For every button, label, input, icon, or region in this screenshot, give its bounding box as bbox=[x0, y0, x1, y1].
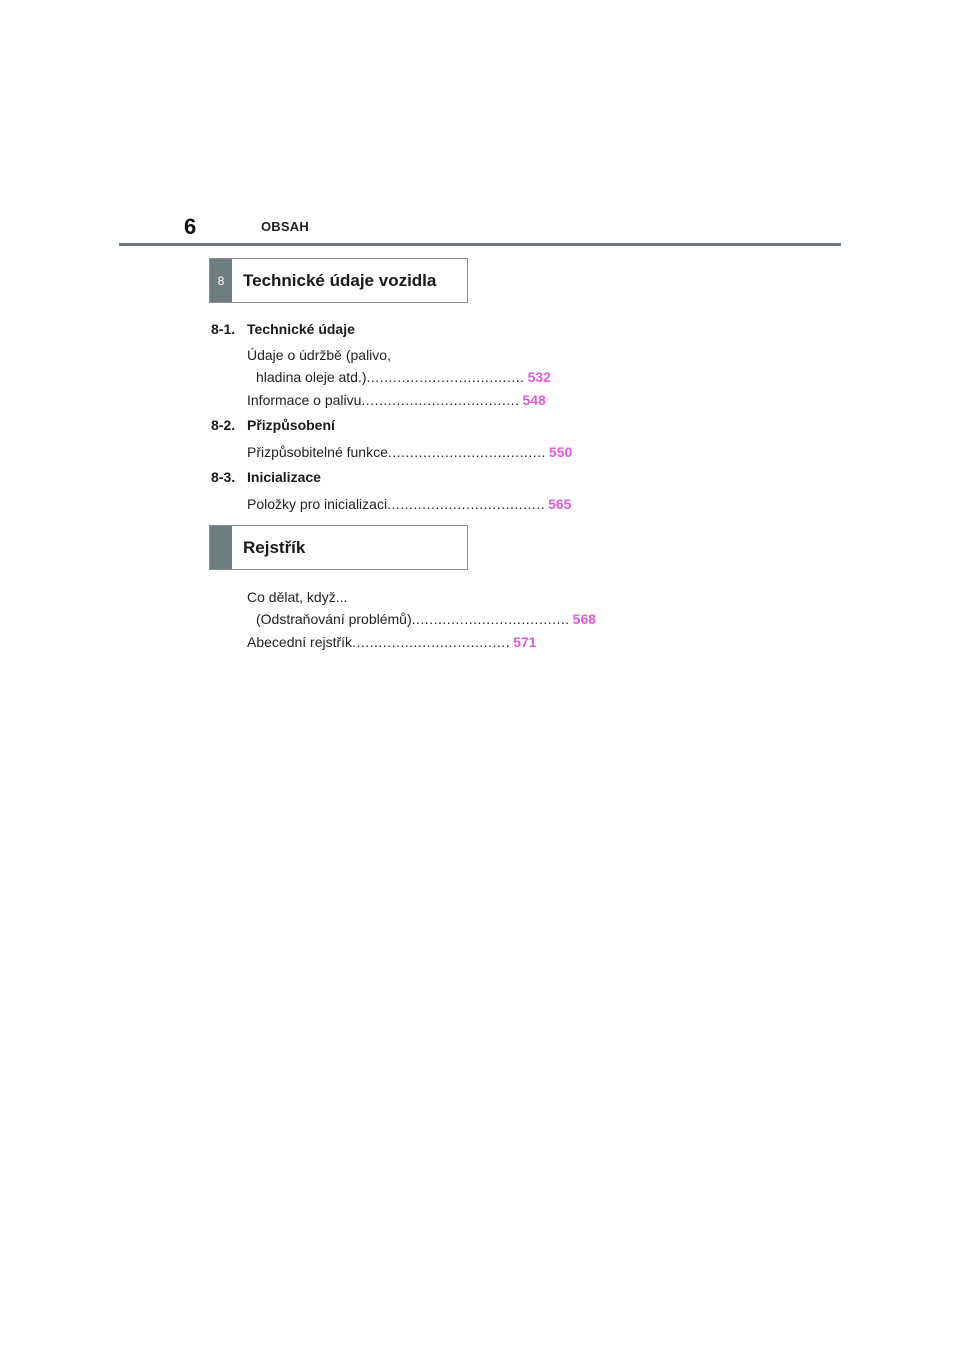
chapter-title: Přizpůsobení bbox=[247, 417, 335, 433]
chapter-title: Inicializace bbox=[247, 469, 321, 485]
page-link[interactable]: 571 bbox=[513, 634, 537, 650]
toc-entry-label: Přizpůsobitelné funkce bbox=[247, 444, 388, 460]
toc-entry-label-cont: (Odstraňování problémů) bbox=[256, 611, 412, 627]
toc-entry-label: Údaje o údržbě (palivo, bbox=[247, 347, 391, 363]
chapter-heading bbox=[211, 417, 335, 433]
toc-entry[interactable]: Údaje o údržbě (palivo, hladina oleje atd.) .................................... 532 bbox=[247, 344, 467, 388]
toc-entry[interactable]: Informace o palivu .................................... 548 bbox=[247, 389, 467, 411]
chapter-title: Technické údaje bbox=[247, 321, 355, 337]
toc-entry[interactable]: Přizpůsobitelné funkce .................................... 550 bbox=[247, 441, 467, 463]
toc-entry-label: Co dělat, když... bbox=[247, 589, 348, 605]
header-rule bbox=[119, 243, 841, 246]
page-link[interactable]: 565 bbox=[548, 496, 572, 512]
toc-entry-label-cont: hladina oleje atd.) bbox=[256, 369, 367, 385]
chapter-heading bbox=[211, 469, 321, 485]
toc-entry-label: Položky pro inicializaci bbox=[247, 496, 388, 512]
chapter-number: 8-2. bbox=[211, 417, 236, 433]
toc-entry-label: Informace o palivu bbox=[247, 392, 362, 408]
toc-entry[interactable]: Položky pro inicializaci .................................... 565 bbox=[247, 493, 467, 515]
page-link[interactable]: 568 bbox=[572, 611, 597, 627]
page-link[interactable]: 548 bbox=[522, 392, 546, 408]
chapter-number: 8-3. bbox=[211, 469, 236, 485]
chapter-number: 8-1. bbox=[211, 321, 236, 337]
section-title: Technické údaje vozidla bbox=[243, 270, 437, 290]
toc-entry[interactable]: Co dělat, když... (Odstraňování problémů) .................................... 568 bbox=[247, 586, 467, 630]
section-box-index bbox=[209, 525, 468, 570]
header-title: OBSAH bbox=[261, 219, 309, 234]
section-tab bbox=[210, 526, 232, 569]
page-number: 6 bbox=[184, 214, 197, 239]
page-link[interactable]: 550 bbox=[548, 444, 573, 460]
section-title: Rejstřík bbox=[243, 537, 306, 557]
toc-entry-label: Abecední rejstřík bbox=[247, 634, 353, 650]
section-tab: 8 bbox=[210, 259, 232, 302]
section-box-technical-data bbox=[209, 258, 468, 303]
chapter-heading bbox=[211, 321, 355, 337]
toc-entry[interactable]: Abecední rejstřík .................................... 571 bbox=[247, 631, 467, 653]
page-link[interactable]: 532 bbox=[527, 369, 551, 385]
